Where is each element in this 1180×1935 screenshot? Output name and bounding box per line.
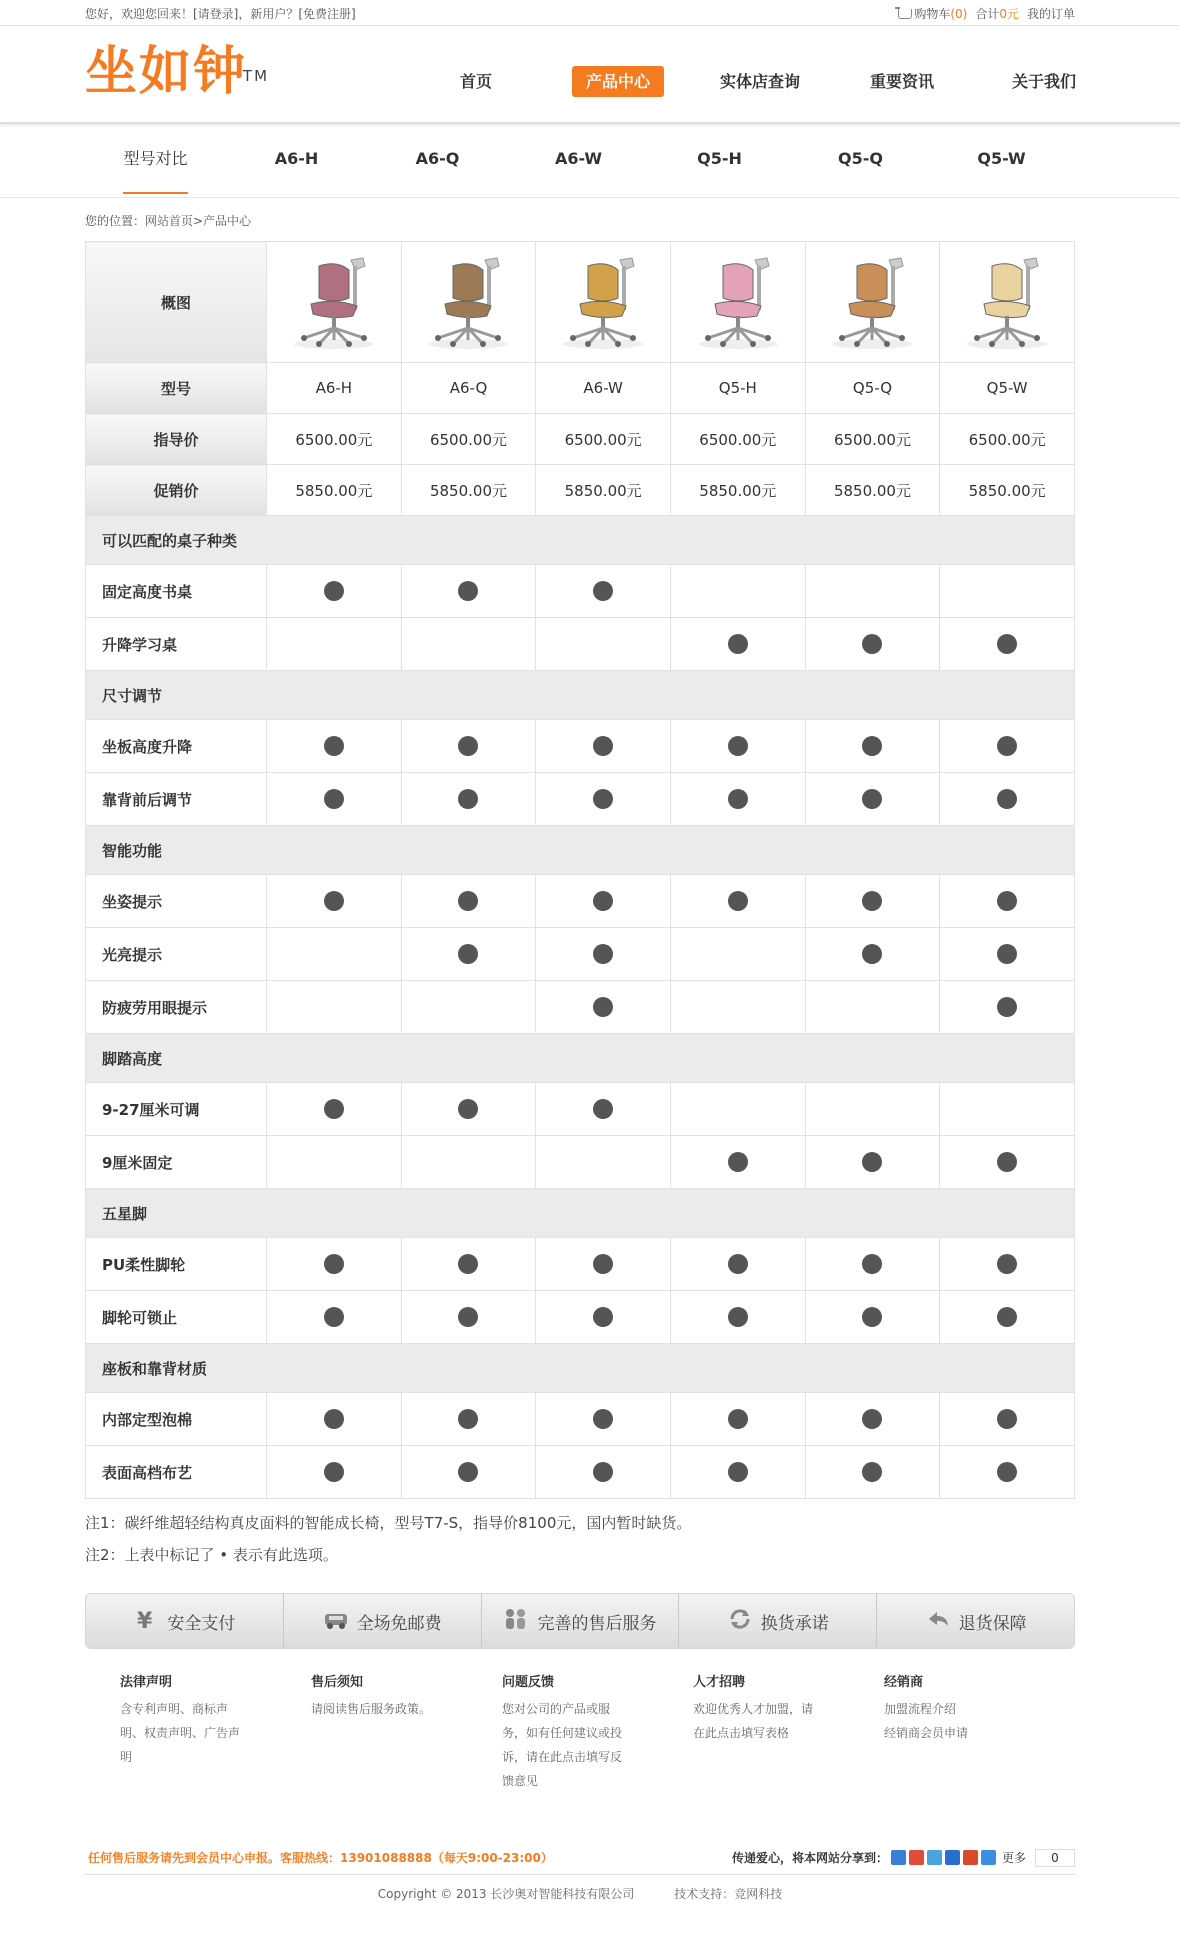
value-cell: 5850.00元 [805,465,940,516]
check-dot-icon [593,789,613,809]
tech-support-text[interactable]: 技术支持：竞网科技 [674,1887,783,1901]
main-nav [405,66,1115,98]
value-cell: Q5-W [940,363,1075,414]
feature-cell [670,773,805,826]
check-dot-icon [324,581,344,601]
row-label: 型号 [86,363,267,414]
check-dot-icon [593,997,613,1017]
feature-cell [670,1291,805,1344]
check-dot-icon [728,891,748,911]
footer-col-link[interactable]: 请阅读售后服务政策。 [311,1702,432,1716]
check-dot-icon [997,1152,1017,1172]
value-cell: 6500.00元 [401,414,536,465]
feature-cell [267,618,402,671]
check-dot-icon [324,1099,344,1119]
share-icon[interactable] [945,1850,960,1865]
promo_prices-row [86,465,1075,516]
feature-cell [401,1291,536,1344]
footer-col-title: 法律声明 [120,1675,173,1690]
feature-cell [536,1446,671,1499]
footer-col-link[interactable]: 含专利声明、商标声明、权责声明、广告声明 [120,1702,241,1764]
footer-col-title: 售后须知 [311,1675,364,1690]
chair-image [289,252,379,352]
nav-item-4[interactable] [973,66,1115,98]
feature-cell [805,928,940,981]
subnav-item-5[interactable]: Q5-Q [838,149,883,168]
feature-cell [805,1083,940,1136]
feature-cell [670,1393,805,1446]
check-dot-icon [728,1254,748,1274]
check-dot-icon [324,789,344,809]
value-cell: 6500.00元 [267,414,402,465]
feature-cell [940,928,1075,981]
chair-image [693,252,783,352]
section-title: 智能功能 [86,826,1075,875]
feature-cell [940,875,1075,928]
check-dot-icon [324,1462,344,1482]
footer-col-title: 问题反馈 [502,1675,555,1690]
row-label: 促销价 [86,465,267,516]
feature-cell [805,875,940,928]
cart-link[interactable]: 购物车(0) [898,5,967,22]
service-label: 安全支付 [167,1613,236,1634]
feature-cell [940,1136,1075,1189]
check-dot-icon [593,1307,613,1327]
return-icon [925,1607,951,1636]
service-label: 换货承诺 [760,1613,829,1634]
footer-col-0 [120,1671,311,1793]
subnav-item-6[interactable]: Q5-W [977,149,1026,168]
feature-row [86,1136,1075,1189]
header [0,26,1180,124]
feature-cell [805,1291,940,1344]
value-cell: 6500.00元 [940,414,1075,465]
service-item-0[interactable] [86,1594,284,1648]
feature-cell [401,981,536,1034]
service-label: 退货保障 [958,1613,1027,1634]
value-cell: A6-Q [401,363,536,414]
top-bar [0,0,1180,26]
feature-cell [940,565,1075,618]
chair-image [423,252,513,352]
feature-cell [536,928,671,981]
check-dot-icon [593,891,613,911]
guide_prices-row [86,414,1075,465]
feature-row [86,618,1075,671]
cart-total: 合计0元 [975,6,1019,21]
check-dot-icon [458,1307,478,1327]
feature-cell [401,1393,536,1446]
feature-label: 9厘米固定 [86,1136,267,1189]
footer-col-title: 人才招聘 [693,1675,746,1690]
check-dot-icon [862,1254,882,1274]
feature-row [86,773,1075,826]
feature-cell [940,1238,1075,1291]
feature-cell [267,1446,402,1499]
feature-cell [267,1291,402,1344]
feature-row [86,1291,1075,1344]
feature-cell [805,1136,940,1189]
feature-cell [536,1393,671,1446]
check-dot-icon [997,736,1017,756]
feature-cell [805,773,940,826]
section-header [86,826,1075,875]
refresh-icon [727,1607,753,1636]
feature-row [86,1446,1075,1499]
feature-cell [267,773,402,826]
feature-cell [805,720,940,773]
share-icon[interactable] [963,1850,978,1865]
feature-row [86,928,1075,981]
feature-cell [940,1446,1075,1499]
section-title: 座板和靠背材质 [86,1344,1075,1393]
service-bar [85,1593,1075,1649]
subnav-item-1[interactable]: A6-H [274,149,319,168]
feature-cell [670,1238,805,1291]
row-label: 指导价 [86,414,267,465]
feature-cell [805,1238,940,1291]
subnav-item-3[interactable]: A6-W [554,149,603,168]
hotline-text: 任何售后服务请先到会员中心申报。客服热线：13901088888（每天9:00-23:00） [88,1851,553,1865]
feature-cell [536,1083,671,1136]
feature-cell [267,1136,402,1189]
feature-cell [805,565,940,618]
check-dot-icon [593,736,613,756]
feature-cell [401,1136,536,1189]
check-dot-icon [324,1307,344,1327]
feature-cell [536,1291,671,1344]
check-dot-icon [458,891,478,911]
section-header [86,671,1075,720]
section-header [86,1189,1075,1238]
nav-label: 重要资讯 [869,72,934,91]
check-dot-icon [458,1462,478,1482]
comparison-table [85,241,1075,1499]
feature-label: 升降学习桌 [86,618,267,671]
notes [85,1507,1075,1571]
check-dot-icon [997,997,1017,1017]
feature-cell [805,1393,940,1446]
subnav-item-4[interactable]: Q5-H [697,149,742,168]
nav-item-3[interactable] [831,66,973,98]
feature-cell [670,1083,805,1136]
share-bar [732,1849,1075,1867]
feature-cell [536,618,671,671]
check-dot-icon [458,581,478,601]
section-title: 五星脚 [86,1189,1075,1238]
feature-label: 固定高度书桌 [86,565,267,618]
check-dot-icon [997,1409,1017,1429]
feature-cell [805,981,940,1034]
footer-bar [85,1841,1075,1875]
feature-label: 靠背前后调节 [86,773,267,826]
feature-cell [536,981,671,1034]
service-item-3[interactable] [679,1594,877,1648]
section-header [86,516,1075,565]
section-header [86,1344,1075,1393]
check-dot-icon [458,944,478,964]
check-dot-icon [862,1409,882,1429]
value-cell: 6500.00元 [670,414,805,465]
service-label: 全场免邮费 [356,1613,442,1634]
chair-cell[interactable] [805,242,940,363]
check-dot-icon [862,944,882,964]
feature-cell [267,928,402,981]
sub-nav [0,124,1180,198]
section-title: 可以匹配的桌子种类 [86,516,1075,565]
feature-row [86,1238,1075,1291]
feature-label: 光亮提示 [86,928,267,981]
feature-cell [805,618,940,671]
nav-label: 首页 [459,72,492,91]
check-dot-icon [862,634,882,654]
feature-cell [536,565,671,618]
feature-label: 脚轮可锁止 [86,1291,267,1344]
check-dot-icon [862,891,882,911]
check-dot-icon [324,1254,344,1274]
feature-cell [401,1083,536,1136]
feature-cell [267,981,402,1034]
breadcrumb: 您的位置：网站首页>产品中心 [85,214,252,228]
people-icon [503,1607,529,1636]
feature-cell [805,1446,940,1499]
section-title: 尺寸调节 [86,671,1075,720]
footer-col-1 [311,1671,502,1793]
check-dot-icon [458,1254,478,1274]
logo[interactable]: 坐如钟 TM [85,42,270,102]
feature-cell [670,1136,805,1189]
feature-cell [536,1238,671,1291]
check-dot-icon [997,789,1017,809]
feature-label: 防疲劳用眼提示 [86,981,267,1034]
feature-cell [940,981,1075,1034]
feature-row [86,720,1075,773]
note-text: 注1：碳纤维超轻结构真皮面料的智能成长椅，型号T7-S，指导价8100元，国内暂时缺货。 [85,1514,692,1532]
feature-cell [401,565,536,618]
check-dot-icon [862,736,882,756]
footer-col-link[interactable]: 欢迎优秀人才加盟，请在此点击填写表格 [693,1702,814,1740]
check-dot-icon [997,634,1017,654]
feature-cell [267,1083,402,1136]
chair-cell[interactable] [940,242,1075,363]
footer-col-link[interactable]: 您对公司的产品或服务，如有任何建议或投诉，请在此点击填写反馈意见 [502,1702,623,1788]
value-cell: Q5-Q [805,363,940,414]
cart-icon [898,9,912,19]
feature-cell [267,1238,402,1291]
truck-icon [323,1607,349,1636]
check-dot-icon [324,891,344,911]
copyright-text: Copyright © 2013 长沙奥对智能科技有限公司 [377,1887,635,1901]
feature-cell [940,773,1075,826]
feature-cell [401,1238,536,1291]
value-cell: A6-H [267,363,402,414]
check-dot-icon [593,1462,613,1482]
share-count: 0 [1035,1849,1075,1867]
note-text: 注2：上表中标记了 • 表示有此选项。 [85,1546,338,1564]
check-dot-icon [324,1409,344,1429]
feature-row [86,565,1075,618]
feature-row [86,981,1075,1034]
feature-label: 坐姿提示 [86,875,267,928]
service-item-4[interactable] [877,1594,1074,1648]
feature-cell [267,875,402,928]
footer-col-2 [502,1671,693,1793]
feature-label: 表面高档布艺 [86,1446,267,1499]
nav-label: 关于我们 [1011,72,1076,91]
check-dot-icon [593,944,613,964]
feature-row [86,1393,1075,1446]
check-dot-icon [593,1254,613,1274]
subnav-item-0[interactable]: 型号对比 [85,124,226,194]
feature-cell [940,618,1075,671]
share-icon[interactable] [927,1850,942,1865]
feature-cell [670,565,805,618]
subnav-item-2[interactable]: A6-Q [415,149,460,168]
check-dot-icon [997,891,1017,911]
feature-cell [401,875,536,928]
check-dot-icon [862,1152,882,1172]
feature-cell [670,1446,805,1499]
feature-cell [670,875,805,928]
value-cell: 5850.00元 [940,465,1075,516]
service-item-2[interactable] [482,1594,680,1648]
nav-label: 实体店查询 [719,72,800,91]
check-dot-icon [862,1307,882,1327]
my-orders-link[interactable]: 我的订单 [1026,6,1075,21]
feature-cell [267,1393,402,1446]
footer-col-link[interactable]: 加盟流程介绍 经销商会员申请 [884,1702,969,1740]
nav-label: 产品中心 [572,66,664,97]
check-dot-icon [997,1254,1017,1274]
feature-cell [536,875,671,928]
check-dot-icon [862,1462,882,1482]
check-dot-icon [728,1152,748,1172]
greeting-text[interactable]: 您好，欢迎您回来！[请登录]，新用户？[免费注册] [85,6,356,21]
chair-cell[interactable] [267,242,402,363]
feature-cell [401,928,536,981]
feature-row [86,1083,1075,1136]
value-cell: 5850.00元 [267,465,402,516]
feature-cell [940,1291,1075,1344]
feature-cell [536,1136,671,1189]
check-dot-icon [728,736,748,756]
share-icon[interactable] [981,1850,996,1865]
copyright [85,1885,1075,1902]
service-item-1[interactable] [284,1594,482,1648]
feature-label: 9-27厘米可调 [86,1083,267,1136]
yen-icon [133,1607,159,1636]
value-cell: 6500.00元 [805,414,940,465]
feature-cell [401,1446,536,1499]
footer-col-3 [693,1671,884,1793]
check-dot-icon [458,736,478,756]
footer-col-title: 经销商 [884,1675,924,1690]
check-dot-icon [458,1099,478,1119]
share-icon[interactable] [891,1850,906,1865]
section-title: 脚踏高度 [86,1034,1075,1083]
value-cell: 5850.00元 [670,465,805,516]
chair-image [962,252,1052,352]
feature-row [86,875,1075,928]
nav-item-2[interactable] [689,66,831,98]
row-label: 概图 [86,242,267,363]
value-cell: 6500.00元 [536,414,671,465]
check-dot-icon [324,736,344,756]
feature-cell [267,720,402,773]
check-dot-icon [593,581,613,601]
service-label: 完善的售后服务 [537,1613,657,1634]
chair-cell[interactable] [536,242,671,363]
check-dot-icon [997,1462,1017,1482]
feature-label: 内部定型泡棉 [86,1393,267,1446]
footer-links [85,1671,1075,1793]
check-dot-icon [728,789,748,809]
value-cell: 5850.00元 [536,465,671,516]
feature-cell [536,720,671,773]
share-more-link[interactable]: 更多 [1001,1851,1026,1865]
check-dot-icon [728,634,748,654]
models-row [86,363,1075,414]
svg-text:¥: ¥ [137,1608,153,1631]
feature-cell [670,928,805,981]
check-dot-icon [728,1462,748,1482]
feature-cell [401,720,536,773]
value-cell: A6-W [536,363,671,414]
image-row [86,242,1075,363]
feature-label: PU柔性脚轮 [86,1238,267,1291]
feature-cell [940,1083,1075,1136]
feature-cell [267,565,402,618]
check-dot-icon [997,1307,1017,1327]
check-dot-icon [728,1307,748,1327]
feature-cell [670,618,805,671]
chair-cell[interactable] [401,242,536,363]
feature-cell [401,618,536,671]
share-icon[interactable] [909,1850,924,1865]
feature-cell [940,720,1075,773]
feature-cell [940,1393,1075,1446]
check-dot-icon [458,789,478,809]
chair-image [558,252,648,352]
section-header [86,1034,1075,1083]
feature-label: 坐板高度升降 [86,720,267,773]
check-dot-icon [593,1409,613,1429]
nav-item-1[interactable] [547,66,689,98]
nav-item-0[interactable] [405,66,547,98]
check-dot-icon [593,1099,613,1119]
feature-cell [401,773,536,826]
chair-cell[interactable] [670,242,805,363]
check-dot-icon [728,1409,748,1429]
feature-cell [670,720,805,773]
value-cell: 5850.00元 [401,465,536,516]
share-label: 传递爱心，将本网站分享到： [731,1851,888,1865]
value-cell: Q5-H [670,363,805,414]
check-dot-icon [997,944,1017,964]
check-dot-icon [862,789,882,809]
feature-cell [670,981,805,1034]
chair-image [827,252,917,352]
feature-cell [536,773,671,826]
check-dot-icon [458,1409,478,1429]
footer-col-4 [884,1671,1075,1793]
